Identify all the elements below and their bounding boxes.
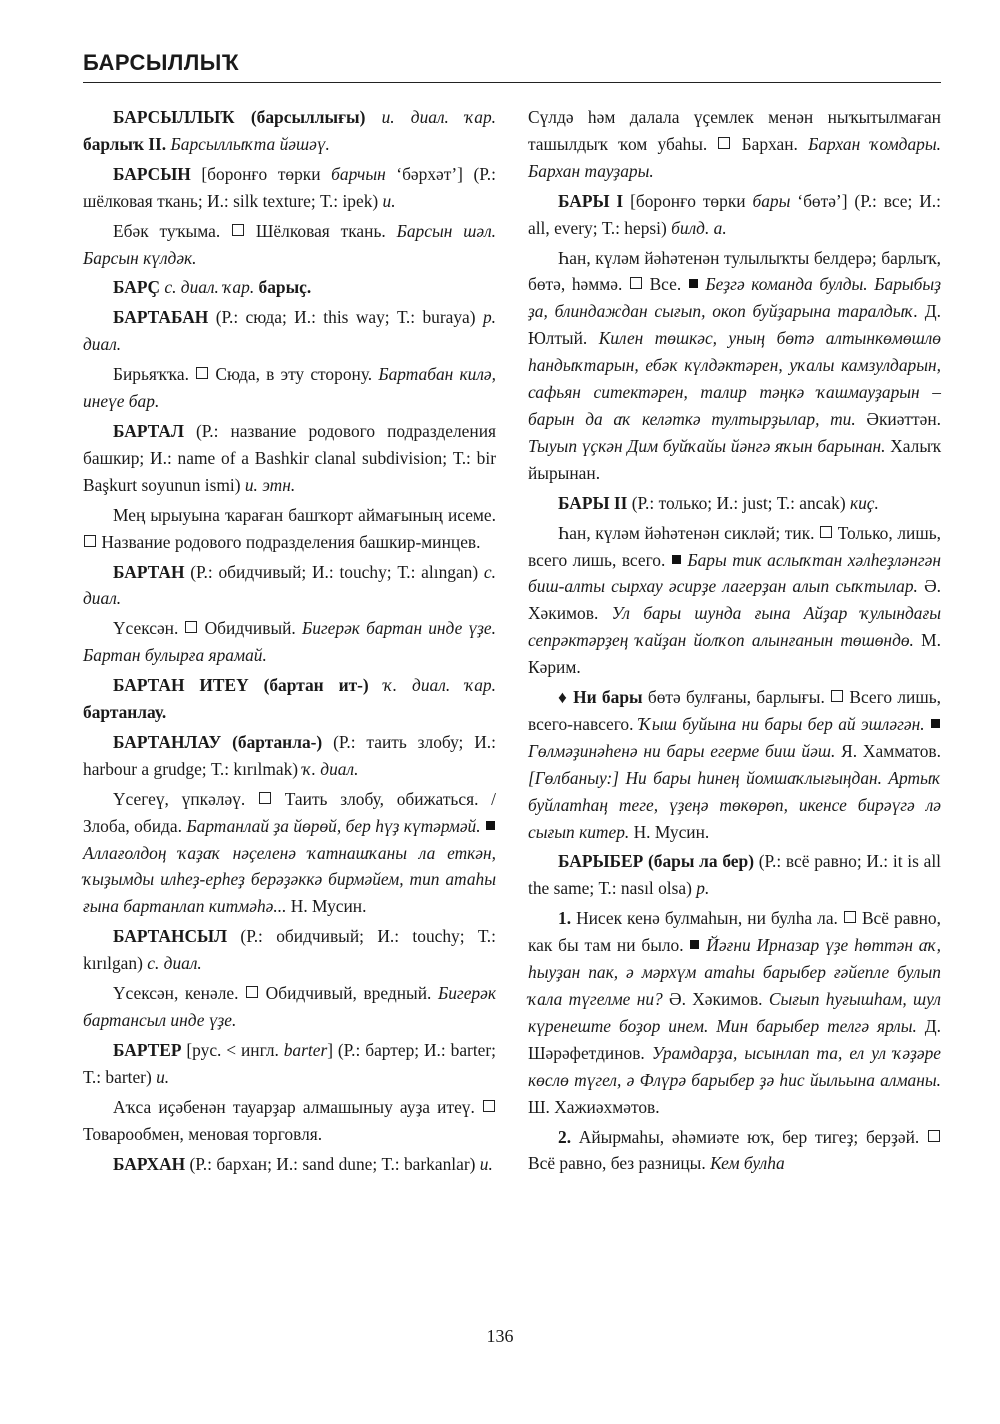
translation-marker-icon — [196, 367, 208, 379]
translation-marker-icon — [844, 911, 856, 923]
headword: БАРТАНЛАУ (бартанла-) — [113, 731, 323, 752]
entry-definition — [528, 684, 941, 845]
italic-text: с. диал. — [147, 953, 202, 974]
text-run: Только, лишь, всего лишь, всего. — [528, 522, 941, 570]
text-run: Ш. Хажиәхмәтов. — [528, 1096, 660, 1117]
entry-definition — [528, 1124, 941, 1178]
text-run: Сүлдә һәм далала үҫемлек менән ныҡытылмаған ташылдыҡ ҡом убаһы. — [528, 107, 941, 154]
entry-definition — [83, 615, 496, 669]
translation-marker-icon — [483, 1100, 495, 1112]
text-run: Бирьяҡҡа. — [113, 364, 196, 385]
italic-text: с. диал. ҡар. — [164, 277, 255, 298]
italic-text: барчын — [331, 163, 386, 184]
italic-text: билд. а. — [671, 217, 727, 238]
text-run: Айырмаһы, әһәмиәте юҡ, бер тигеҙ; берҙәй. — [571, 1126, 927, 1147]
italic-text: ҡ. диал. — [302, 758, 359, 779]
entry-definition — [83, 361, 496, 415]
translation-marker-icon — [831, 690, 843, 702]
dictionary-entry — [528, 188, 941, 242]
entry-definition — [528, 245, 941, 487]
text-run: Я. Хамматов. — [835, 740, 941, 761]
text-run: ♦ — [558, 687, 574, 708]
running-head: БАРСЫЛЛЫҠ — [83, 50, 240, 75]
text-run: (Р.: бархан; И.: sand dune; Т.: barkanlar) — [185, 1153, 480, 1174]
dictionary-entry — [83, 1151, 496, 1178]
italic-text: Беҙгә команда булды. Барыбыҙ ҙа, блиндаждан сығып, окоп буйҙарына таралдыҡ. — [528, 274, 941, 322]
italic-text: Ҡыш буйына ни бары бер ай эшләгән. — [638, 713, 925, 734]
headword: БАРТАН — [113, 561, 185, 582]
italic-text: Аллағолдоң ҡаҙаҡ нәҫеленә ҡатнашҡаны ла еткән, ҡыҙымды илһеҙ-ерһеҙ берәҙәккә бирмәйем, тип атаһы ғына бартанлап китмәһә... — [83, 842, 496, 917]
entry-definition — [83, 502, 496, 556]
dictionary-entry — [83, 559, 496, 613]
example-marker-icon — [486, 821, 495, 830]
dictionary-entry — [83, 672, 496, 726]
italic-text: и. — [156, 1066, 170, 1087]
text-run: Н. Мусин. — [286, 896, 367, 917]
dictionary-entry — [83, 923, 496, 977]
entry-definition — [83, 1094, 496, 1148]
text-run: Всё равно, без разницы. — [528, 1153, 711, 1174]
text-run: (Р.: только; И.: just; Т.: ancak) — [627, 492, 850, 513]
page-number: 136 — [486, 1326, 514, 1346]
headword: БАРТАНСЫЛ — [113, 926, 228, 947]
text-run: Үсексән, кенәле. — [113, 983, 246, 1004]
text-run: бөтә булғаны, барлығы. — [642, 687, 831, 708]
translation-marker-icon — [928, 1130, 940, 1142]
left-column — [83, 104, 496, 1180]
italic-text: Бартабан килә, инеүе бар. — [83, 364, 496, 412]
text-run: [боронғо төрки — [623, 190, 753, 211]
headword: БАРТАБАН — [113, 307, 209, 328]
text-run: Ебәк туҡыма. — [113, 220, 232, 241]
italic-text: Йәғни Ирназар үҙе һөттән аҡ, һыуҙан пак, ә мәрхүм атаһы барыбер ғәйепле булып ҡала түгелме ни? — [528, 935, 942, 1009]
text-run: Әкиәттән. — [855, 408, 941, 429]
entry-definition — [83, 218, 496, 272]
text-run: (Р.: всё равно; И.: it is all the same; Т.: nasıl olsa) — [528, 851, 941, 899]
text-run — [925, 714, 930, 734]
headword: барлыҡ II. — [83, 133, 167, 154]
italic-text: Урамдарҙа, ысынлап та, ел ул ҡәҙәре көслө түгел, ә Флүрә барыбер ҙә һис йыльына алманы. — [528, 1042, 941, 1090]
headword: 2. — [558, 1126, 572, 1147]
headword: барыҫ. — [258, 277, 312, 298]
right-column — [528, 104, 941, 1180]
translation-marker-icon — [84, 535, 96, 547]
dictionary-entry — [83, 418, 496, 499]
headword: БАРХАН — [113, 1153, 186, 1174]
text-run: Үсексән. — [113, 618, 185, 639]
headword: 1. — [558, 908, 572, 929]
text-run: Обидчивый, вредный. — [259, 983, 438, 1004]
text-run: Сюда, в эту сторону. — [209, 364, 379, 385]
entry-definition — [528, 905, 941, 1120]
headword: БАРЫБЕР (бары ла бер) — [558, 851, 754, 872]
text-run: Таить злобу, обижаться. / Злоба, обида. — [83, 788, 496, 836]
text-run: Һан, күләм йәһәтенән тулылыҡты белдерә; барлыҡ, бөтә, һәммә. — [528, 247, 941, 295]
dictionary-entry — [83, 104, 496, 158]
italic-text: Барсыллыҡта йәшәү. — [170, 133, 330, 154]
italic-text: Бары тик аслыҡтан хәлһеҙләнгән биш-алты сырхау әсирҙе лагерҙан алып сыҡтылар. — [528, 549, 941, 597]
entry-definition — [528, 520, 941, 681]
example-marker-icon — [690, 940, 699, 949]
italic-text: barter — [283, 1039, 328, 1060]
headword: Ни бары — [573, 687, 643, 708]
text-run: (Р.: обидчивый; И.: touchy; Т.: alıngan) — [184, 561, 484, 582]
italic-text: с. диал. — [83, 561, 496, 609]
dictionary-entry — [528, 490, 941, 517]
dictionary-entry — [83, 274, 496, 301]
text-run: (Р.: название родового подразделения башкир; И.: name of a Bashkir clanal subdivision; Т.: bir Başkurt soyunun ismi) — [83, 420, 496, 495]
italic-text: ҡ. диал. ҡар. — [383, 675, 496, 696]
text-run: Н. Мусин. — [629, 821, 710, 842]
text-run: Нисек кенә булмаһын, ни булһа ла. — [571, 908, 843, 929]
headword: бартанлау. — [83, 702, 167, 723]
translation-marker-icon — [630, 277, 642, 289]
italic-text: [Гөлбаныу:] Ни бары һинең йомшаҡлығыңдан. Артыҡ буйлатһаң теге, үҙеңә төкөрөп, икенсе бирәүгә лә сығып китер. — [528, 767, 941, 842]
headword: БАРТАЛ — [113, 420, 184, 441]
italic-text: и. этн. — [244, 474, 296, 495]
text-run: Товарообмен, меновая торговля. — [83, 1123, 323, 1144]
entry-definition — [83, 786, 496, 921]
italic-text: Бигерәк бартан инде үҙе. Бартан булырға ярамай. — [83, 618, 496, 666]
italic-text: Ул бары шунда ғына Айҙар ҡулындағы сепрәктәрҙең ҡайҙан йолҡоп алынғанын төшөндө. — [528, 603, 942, 651]
example-marker-icon — [931, 719, 940, 728]
italic-text: Бигерәк бартансыл инде үҙе. — [83, 983, 496, 1030]
text-run: Все. — [642, 274, 688, 295]
headword: БАРҪ — [113, 277, 161, 298]
text-run: Всего лишь, всего-навсего. — [528, 687, 941, 734]
italic-text: Бартанлай ҙа йөрөй, бер һүҙ күтәрмәй. — [186, 815, 481, 836]
translation-marker-icon — [246, 986, 258, 998]
dictionary-entry — [528, 848, 941, 902]
example-marker-icon — [689, 279, 698, 288]
text-run: ‘бәрхәт’] (Р.: шёлковая ткань; И.: silk texture; Т.: ipek) — [83, 163, 496, 211]
italic-text: Сығып һуғышһам, шул күренеште боҙор инем. Мин барыбер телгә ярлы. — [528, 989, 941, 1036]
italic-text: Килен төшкәс, уның бөтә алтынкөмөшлө һандыҡтарын, ебәк күлдәктәрен, уҡалы камзулдарын, сафьян ситектәрен, талир тәңкә ҡашмауҙарын – барын да аҡ келәткә тултырҙылар, ти. — [528, 328, 941, 429]
dictionary-entry — [83, 729, 496, 783]
headword: БАРСЫЛЛЫҠ (барсыллығы) — [113, 107, 382, 127]
headword: БАРЫ I — [558, 190, 624, 211]
dictionary-entry — [83, 1037, 496, 1091]
italic-text: Барсын шәл. Барсын күлдәк. — [83, 220, 496, 268]
text-run: [боронғо төрки — [190, 163, 332, 184]
headword: БАРТЕР — [113, 1039, 182, 1060]
headword: БАРСЫН — [113, 163, 191, 184]
italic-text: и. — [479, 1153, 493, 1174]
headword: БАРЫ II — [558, 492, 628, 513]
entry-definition — [528, 104, 941, 185]
text-run: ] (Р.: бартер; И.: barter; Т.: barter) — [83, 1039, 496, 1087]
dictionary-entry — [83, 161, 496, 215]
header-rule — [83, 82, 941, 83]
text-run: М. Кәрим. — [528, 630, 941, 678]
text-run: Мең ырыуына ҡараған башҡорт аймағының исеме. — [113, 504, 496, 525]
text-run: (Р.: обидчивый; И.: touchy; Т.: kırılgan) — [83, 926, 496, 974]
italic-text: Кем булһа — [710, 1153, 785, 1174]
text-run: Халыҡ йырынан. — [528, 435, 941, 483]
text-run: Название родового подразделения башкир-минцев. — [97, 531, 481, 552]
translation-marker-icon — [259, 792, 271, 804]
italic-text: и. диал. ҡар. — [381, 107, 496, 127]
translation-marker-icon — [820, 526, 832, 538]
italic-text: киҫ. — [849, 492, 879, 513]
text-run — [481, 816, 485, 836]
italic-text: р. — [696, 878, 710, 899]
italic-text: и. — [382, 190, 396, 211]
italic-text: р. диал. — [83, 307, 496, 355]
text-run: Аҡса иҫәбенән тауарҙар алмашыныу ауҙа итеү. — [113, 1096, 482, 1117]
text-run: Д. Шәрәфетдинов. — [528, 1015, 941, 1063]
headword: БАРТАН ИТЕҮ (бартан ит-) — [113, 675, 369, 696]
text-run — [369, 675, 384, 695]
dictionary-entry — [83, 304, 496, 358]
text-run: Бархан. — [731, 133, 809, 154]
translation-marker-icon — [718, 137, 730, 149]
text-run: Үсегеү, үпкәләү. — [113, 788, 258, 809]
translation-marker-icon — [232, 224, 244, 236]
text-run: Ә. Хәкимов. — [528, 576, 941, 624]
text-run: Обидчивый. — [198, 618, 302, 639]
text-run: Всё равно, как бы там ни было. — [528, 908, 941, 956]
italic-text: Бархан ҡомдары. Бархан тауҙары. — [528, 133, 941, 181]
text-run: (Р.: таить злобу; И.: harbour a grudge; Т.: kırılmak) — [83, 731, 496, 779]
text-run: Һан, күләм йәһәтенән сикләй; тик. — [558, 522, 820, 543]
italic-text: Гөлмәҙинәһенә ни бары егерме биш йәш. — [528, 740, 836, 761]
text-run: ‘бөтә’] (Р.: все; И.: all, every; Т.: hepsi) — [528, 190, 941, 238]
italic-text: Тыуып үҫкән Дим буйҡайы йәнгә яҡын барынан. — [528, 435, 886, 456]
text-run: Д. Юлтый. — [528, 301, 941, 349]
text-run: (Р.: сюда; И.: this way; Т.: buraya) — [208, 307, 483, 328]
translation-marker-icon — [185, 621, 197, 633]
text-run: [рус. < ингл. — [181, 1039, 284, 1060]
text-run: Шёлковая ткань. — [245, 220, 397, 241]
example-marker-icon — [672, 555, 681, 564]
italic-text: бары — [752, 190, 791, 211]
text-run: Ә. Хәкимов. — [662, 989, 769, 1009]
entry-definition — [83, 980, 496, 1034]
